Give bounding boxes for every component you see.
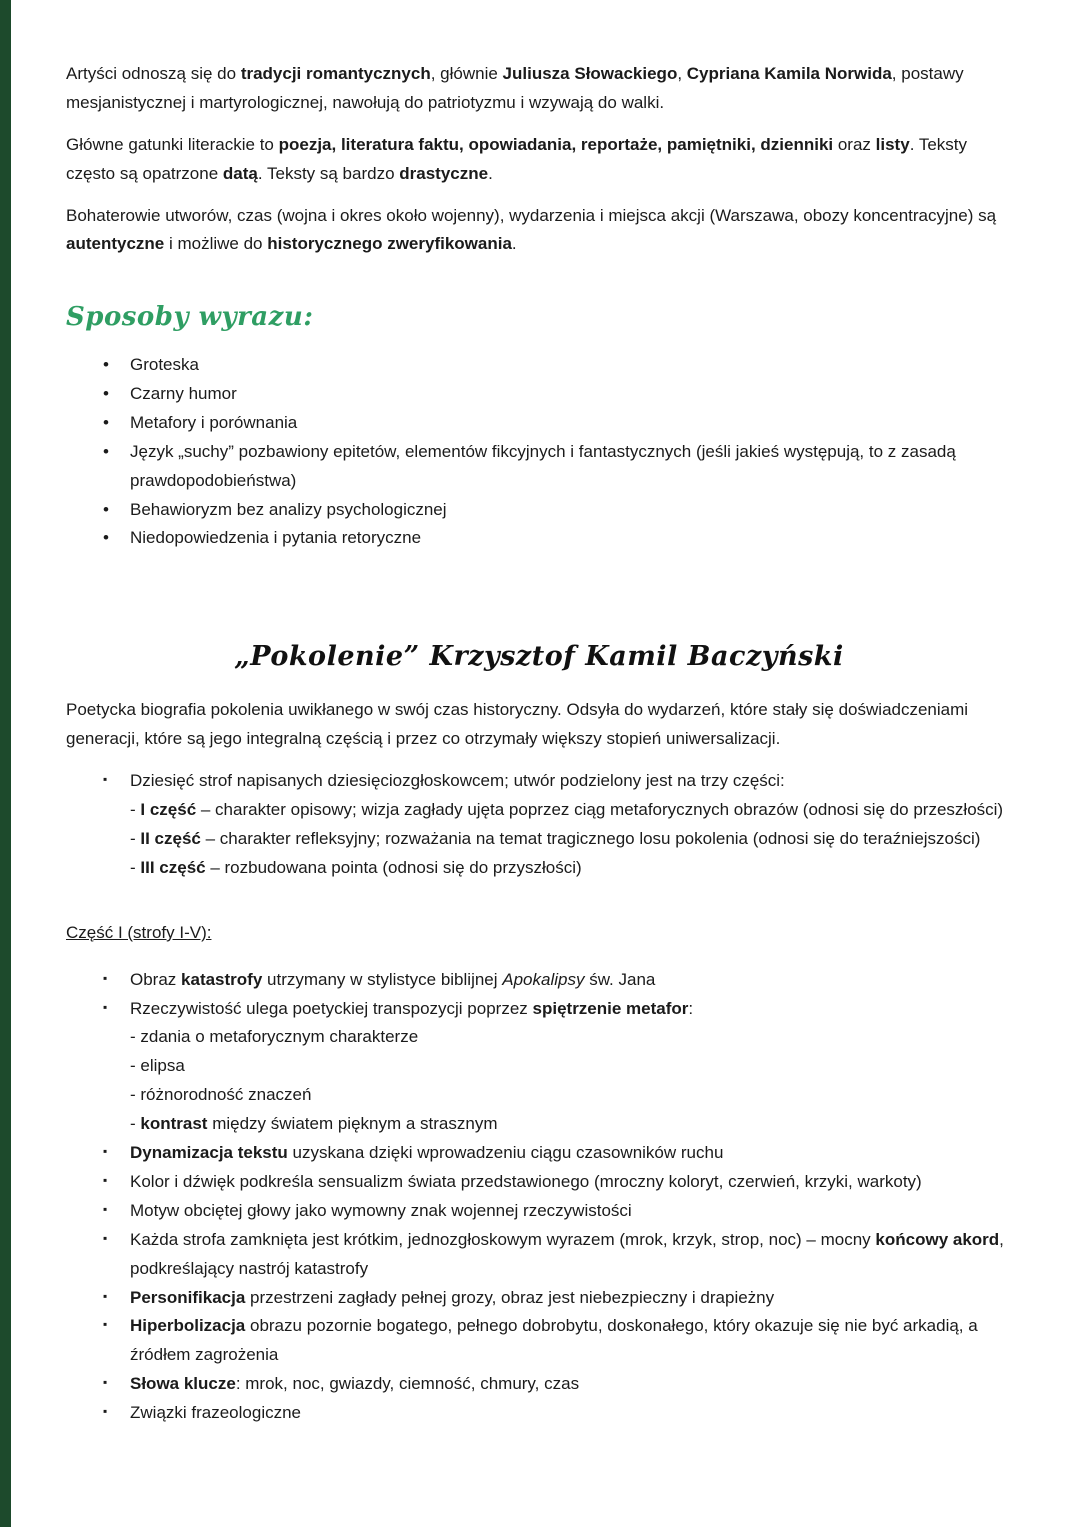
bold-text-run: autentyczne xyxy=(66,234,165,254)
bold-text-run: tradycji romantycznych xyxy=(240,64,431,83)
list-item xyxy=(66,966,1012,995)
list-item xyxy=(66,995,1012,1139)
document-content xyxy=(66,60,1012,1441)
list-item xyxy=(66,1139,1012,1168)
text-run: św. Jana xyxy=(584,969,656,989)
list-item-line xyxy=(130,1110,1012,1139)
square-bullet-marker: ▪ xyxy=(103,1201,108,1216)
text-run: uzyskana dzięki wprowadzeniu ciągu czasowników ruchu xyxy=(287,1143,724,1163)
square-bullet-marker: ▪ xyxy=(103,1288,108,1303)
disc-bullet-marker: • xyxy=(103,384,109,404)
list-item-line xyxy=(130,825,1012,854)
list-item xyxy=(66,1370,1012,1399)
disc-bullet-marker: • xyxy=(103,412,109,432)
square-bullet-marker: ▪ xyxy=(103,1375,108,1390)
text-run: Obraz xyxy=(130,969,182,989)
square-bullet-marker: ▪ xyxy=(103,1172,108,1187)
list-item-line xyxy=(130,1023,1012,1052)
bold-text-run: poezja, literatura faktu, opowiadania, reportaże, pamiętniki, dzienniki xyxy=(278,134,834,154)
text-run: - xyxy=(130,829,141,849)
disc-bullet-marker: • xyxy=(103,441,109,461)
bold-text-run: historycznego zweryfikowania xyxy=(267,234,512,254)
list-item-line xyxy=(130,966,1012,995)
text-run: Każda strofa zamknięta jest krótkim, jednozgłoskowym wyrazem (mrok, krzyk, strop, noc) – mocny xyxy=(130,1229,876,1249)
text-run: , podkreślający nastrój katastrofy xyxy=(130,1229,1004,1278)
text-run: Czarny humor xyxy=(130,384,237,404)
list-item-line xyxy=(130,796,1012,825)
square-bullet-marker: ▪ xyxy=(103,1230,108,1245)
square-bullet-marker: ▪ xyxy=(103,970,108,985)
text-run: – charakter opisowy; wizja zagłady ujęta poprzez ciąg metaforycznych obrazów (odnosi się do przeszłości) xyxy=(196,800,1004,820)
text-run: oraz xyxy=(833,134,876,154)
bold-text-run: drastyczne xyxy=(399,163,489,183)
bold-text-run: spiętrzenie metafor xyxy=(532,998,689,1018)
square-bullet-marker: ▪ xyxy=(103,1404,108,1419)
list-item-line xyxy=(130,1312,1012,1370)
disc-bullet-marker: • xyxy=(103,355,109,375)
list-item xyxy=(66,496,1012,525)
list-item-line xyxy=(130,1081,1012,1110)
list-item-line xyxy=(130,1197,1012,1226)
text-run: . xyxy=(488,163,493,183)
list-item xyxy=(66,409,1012,438)
bold-text-run: Dynamizacja tekstu xyxy=(130,1143,288,1163)
text-run: Bohaterowie utworów, czas (wojna i okres około wojenny), wydarzenia i miejsca akcji (Warszawa, obozy koncentracyjne) są xyxy=(66,205,997,225)
text-run: - elipsa xyxy=(130,1056,185,1076)
text-run: , postawy mesjanistycznej i martyrologicznej, nawołują do patriotyzmu i wzywają do walki. xyxy=(66,64,964,112)
bold-text-run: listy xyxy=(875,134,910,154)
square-bullet-list xyxy=(66,767,1012,883)
bold-text-run: II część xyxy=(140,829,201,849)
text-run: przestrzeni zagłady pełnej grozy, obraz jest niebezpieczny i drapieżny xyxy=(245,1287,775,1307)
bold-text-run: Personifikacja xyxy=(130,1287,246,1307)
text-run: – charakter refleksyjny; rozważania na temat tragicznego losu pokolenia (odnosi się do teraźniejszości) xyxy=(200,829,981,849)
disc-bullet-list xyxy=(66,351,1012,553)
text-run: i możliwe do xyxy=(164,234,268,254)
list-item-line xyxy=(130,1139,1012,1168)
list-item-line xyxy=(130,380,1012,409)
text-run: Behawioryzm bez analizy psychologicznej xyxy=(130,499,447,519)
bold-text-run: I część xyxy=(140,800,197,820)
paragraph xyxy=(66,696,1012,754)
text-run: Główne gatunki literackie to xyxy=(66,134,279,154)
text-run: : xyxy=(688,998,694,1018)
list-item xyxy=(66,1284,1012,1313)
list-item-line xyxy=(130,524,1012,553)
list-item-line xyxy=(130,995,1012,1024)
disc-bullet-marker: • xyxy=(103,528,109,548)
list-item-line xyxy=(130,767,1012,796)
bold-text-run: datą xyxy=(222,163,258,183)
text-run: - różnorodność znaczeń xyxy=(130,1085,312,1105)
text-run: : mrok, noc, gwiazdy, ciemność, chmury, czas xyxy=(235,1374,580,1394)
list-item-line xyxy=(130,438,1012,496)
list-item-line xyxy=(130,1052,1012,1081)
text-run: , xyxy=(677,64,687,83)
paragraph xyxy=(66,202,1012,260)
bold-text-run: III część xyxy=(140,857,206,877)
list-item xyxy=(66,1168,1012,1197)
bold-text-run: końcowy akord xyxy=(875,1229,1000,1249)
text-run: - zdania o metaforycznym charakterze xyxy=(130,1027,419,1047)
text-run: Dziesięć strof napisanych dziesięciozgłoskowcem; utwór podzielony jest na trzy części: xyxy=(130,771,785,791)
text-run: . Teksty są bardzo xyxy=(257,163,400,183)
text-run: Związki frazeologiczne xyxy=(130,1403,302,1423)
list-item-line xyxy=(130,1168,1012,1197)
text-run: Niedopowiedzenia i pytania retoryczne xyxy=(130,528,422,548)
list-item-line xyxy=(130,351,1012,380)
list-item xyxy=(66,1312,1012,1370)
list-item-line xyxy=(130,854,1012,883)
list-item xyxy=(66,767,1012,883)
bold-text-run: kontrast xyxy=(140,1114,208,1134)
text-run: obrazu pozornie bogatego, pełnego dobrobytu, doskonałego, który okazuje się nie być arkadią, a źródłem zagrożenia xyxy=(130,1316,978,1365)
list-item xyxy=(66,1197,1012,1226)
square-bullet-marker: ▪ xyxy=(103,1144,108,1159)
text-run: – rozbudowana pointa (odnosi się do przyszłości) xyxy=(205,857,582,877)
bold-text-run: Hiperbolizacja xyxy=(130,1316,246,1336)
list-item xyxy=(66,380,1012,409)
square-bullet-marker: ▪ xyxy=(103,999,108,1014)
disc-bullet-marker: • xyxy=(103,499,109,519)
text-run: utrzymany w stylistyce biblijnej xyxy=(262,969,503,989)
text-run: . xyxy=(511,234,517,254)
square-bullet-marker: ▪ xyxy=(103,772,108,787)
italic-text-run: Apokalipsy xyxy=(502,969,585,989)
text-run: Artyści odnoszą się do xyxy=(66,64,241,83)
left-accent-bar xyxy=(0,0,11,1527)
paragraph xyxy=(66,131,1012,189)
section-heading-script: Sposoby wyrazu: xyxy=(66,302,314,333)
bold-text-run: Juliusza Słowackiego xyxy=(502,64,678,83)
text-run: Poetycka biografia pokolenia uwikłanego w swój czas historyczny. Odsyła do wydarzeń, które stały się doświadczeniami generacji, które są jego integralną częścią i przez co otrzymały większy stopień uniwersalizacji. xyxy=(66,700,969,749)
text-run: - xyxy=(130,800,141,820)
list-item-line xyxy=(130,1226,1012,1284)
list-item xyxy=(66,351,1012,380)
text-run: Metafory i porównania xyxy=(130,412,298,432)
list-item xyxy=(66,1226,1012,1284)
bold-text-run: Słowa klucze xyxy=(130,1374,236,1394)
text-run: Język „suchy” pozbawiony epitetów, elementów fikcyjnych i fantastycznych (jeśli jakieś występują, to z zasadą prawdopodobieństwa) xyxy=(130,441,956,490)
list-item xyxy=(66,438,1012,496)
bold-text-run: Cypriana Kamila Norwida xyxy=(686,64,892,83)
text-run: między światem pięknym a strasznym xyxy=(207,1114,498,1134)
square-bullet-marker: ▪ xyxy=(103,1317,108,1332)
text-run: , głównie xyxy=(430,64,503,83)
list-item-line xyxy=(130,1399,1012,1428)
text-run: Rzeczywistość ulega poetyckiej transpozycji poprzez xyxy=(130,998,533,1018)
text-run: Groteska xyxy=(130,355,199,375)
square-bullet-list xyxy=(66,966,1012,1428)
text-run: - xyxy=(130,1114,141,1134)
text-run: - xyxy=(130,857,141,877)
text-run: Motyw obciętej głowy jako wymowny znak wojennej rzeczywistości xyxy=(130,1200,632,1220)
bold-text-run: katastrofy xyxy=(181,969,263,989)
list-item xyxy=(66,524,1012,553)
underlined-section-heading: Część I (strofy I-V): xyxy=(66,922,212,942)
list-item-line xyxy=(130,1370,1012,1399)
list-item-line xyxy=(130,496,1012,525)
title-heading-script: „Pokolenie” Krzysztof Kamil Baczyński xyxy=(234,641,844,673)
list-item-line xyxy=(130,409,1012,438)
paragraph xyxy=(66,60,1012,118)
text-run: . Teksty często są opatrzone xyxy=(66,134,968,183)
list-item-line xyxy=(130,1284,1012,1313)
text-run: Kolor i dźwięk podkreśla sensualizm świata przedstawionego (mroczny koloryt, czerwień, krzyki, warkoty) xyxy=(130,1171,922,1191)
list-item xyxy=(66,1399,1012,1428)
